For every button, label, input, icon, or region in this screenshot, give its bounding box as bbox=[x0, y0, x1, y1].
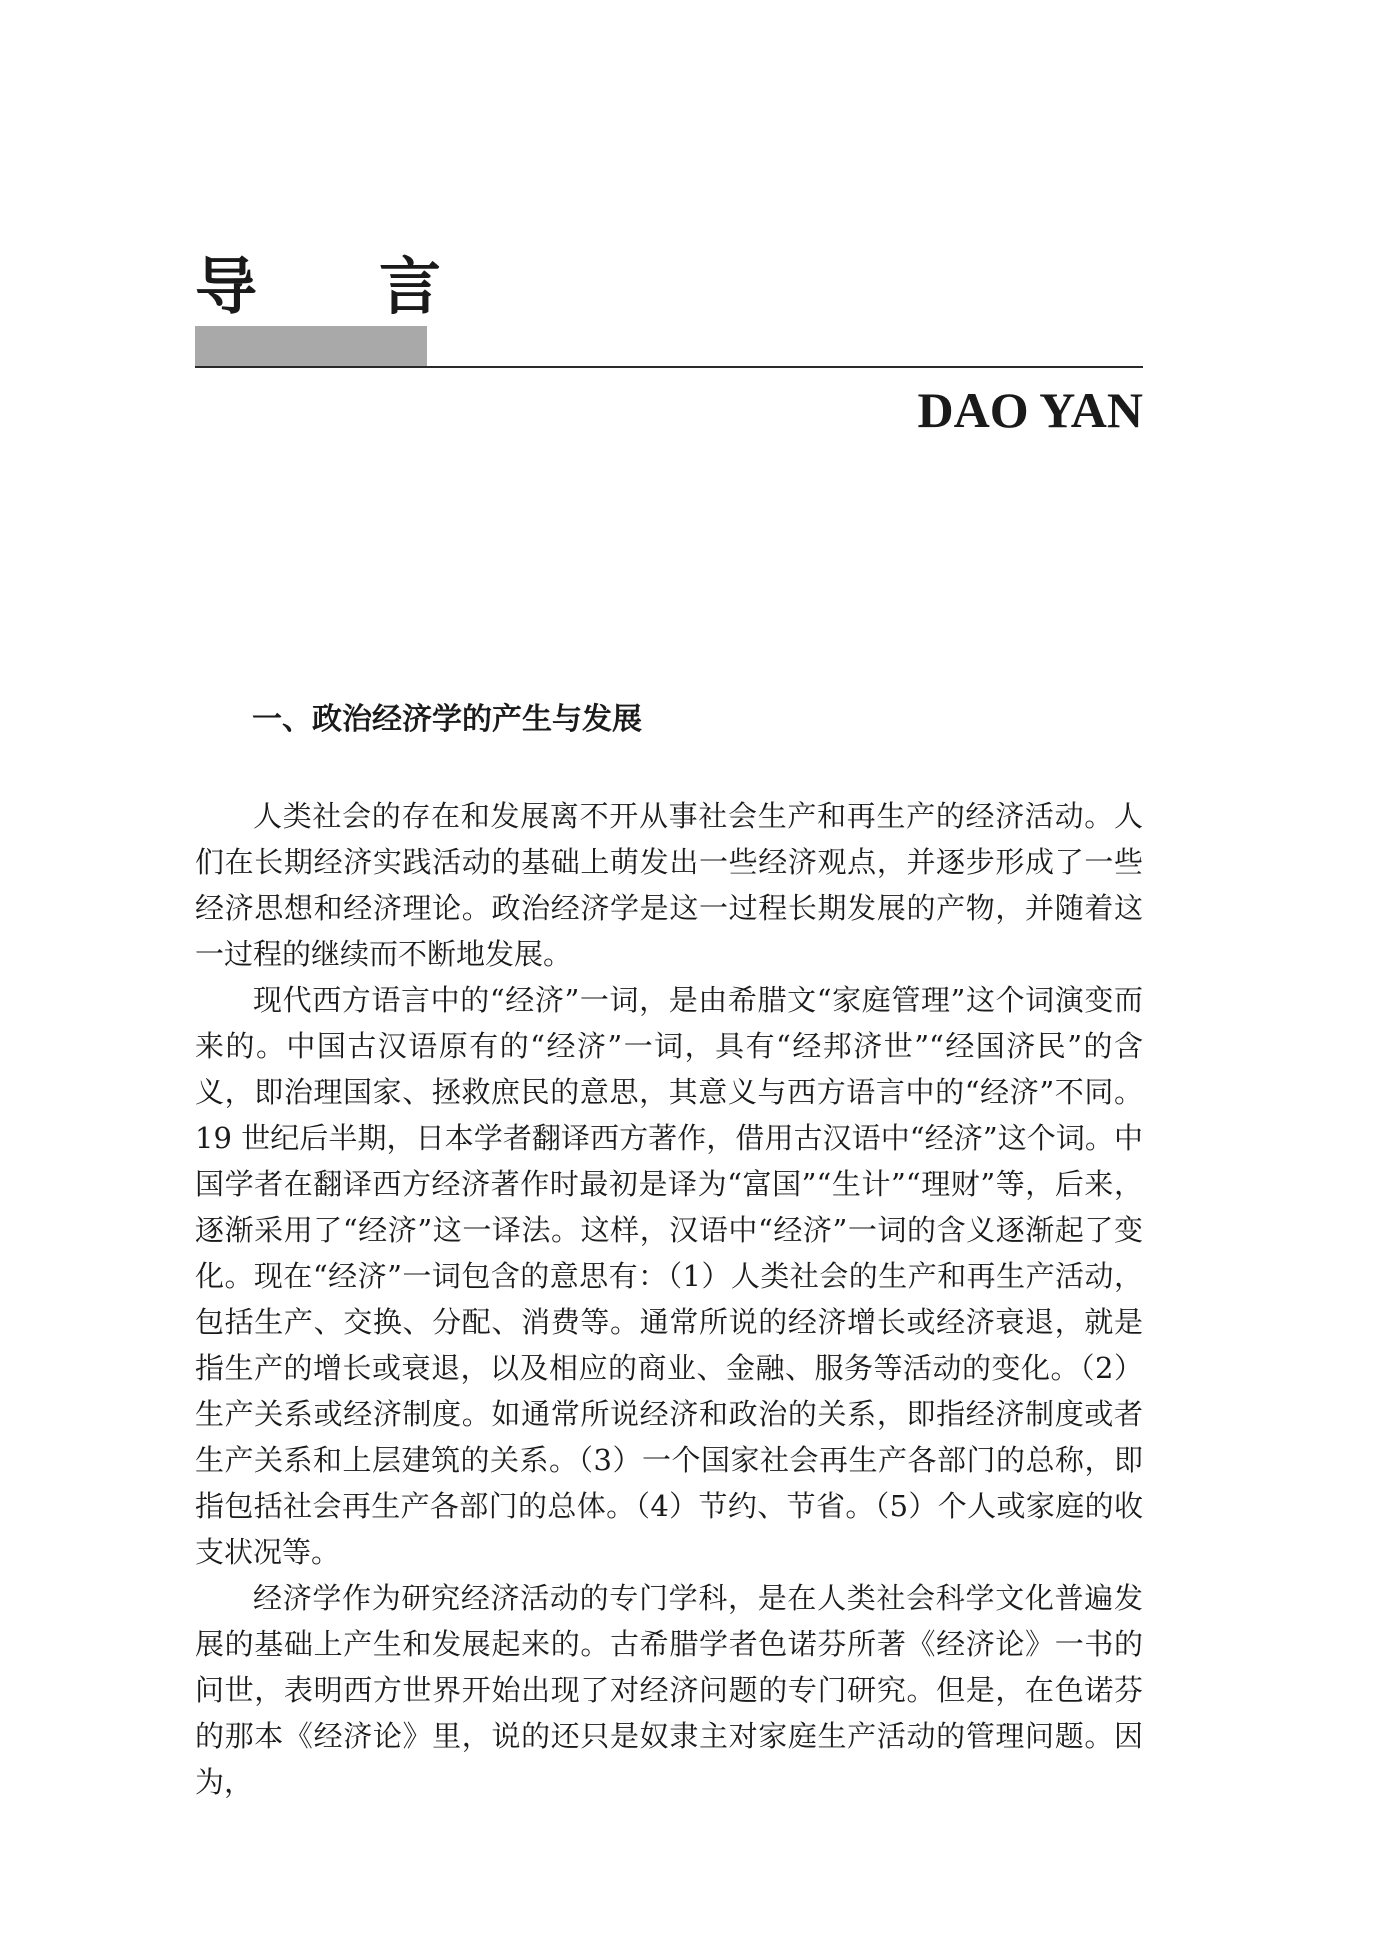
paragraph: 人类社会的存在和发展离不开从事社会生产和再生产的经济活动。人们在长期经济实践活动的基础上萌发出一些经济观点，并逐步形成了一些经济思想和经济理论。政治经济学是这一过程长期发展的产物，并随着这一过程的继续而不断地发展。 bbox=[195, 799, 1143, 971]
chapter-pinyin-title: DAO YAN bbox=[917, 382, 1143, 438]
paragraph: 现代西方语言中的“经济”一词，是由希腊文“家庭管理”这个词演变而来的。中国古汉语原有的“经济”一词，具有“经邦济世”“经国济民”的含义，即治理国家、拯救庶民的意思，其意义与西方语言中的“经济”不同。19 世纪后半期，日本学者翻译西方著作，借用古汉语中“经济”这个词。中国学者在翻译西方经济著作时最初是译为“富国”“生计”“理财”等，后来，逐渐采用了“经济”这一译法。这样，汉语中“经济”一词的含义逐渐起了变化。现在“经济”一词包含的意思有：（1）人类社会的生产和再生产活动，包括生产、交换、分配、消费等。通常所说的经济增长或经济衰退，就是指生产的增长或衰退，以及相应的商业、金融、服务等活动的变化。（2）生产关系或经济制度。如通常所说经济和政治的关系，即指经济制度或者生产关系和上层建筑的关系。（3）一个国家社会再生产各部门的总称，即指包括社会再生产各部门的总体。（4）节约、节省。（5）个人或家庭的收支状况等。 bbox=[195, 983, 1143, 1569]
chapter-title bbox=[195, 252, 441, 322]
chapter-title-char-1: 导 bbox=[195, 250, 258, 323]
title-accent-bar bbox=[195, 326, 427, 366]
section-heading: 一、政治经济学的产生与发展 bbox=[252, 702, 642, 737]
paragraph: 经济学作为研究经济活动的专门学科，是在人类社会科学文化普遍发展的基础上产生和发展起来的。古希腊学者色诺芬所著《经济论》一书的问世，表明西方世界开始出现了对经济问题的专门研究。但是，在色诺芬的那本《经济论》里，说的还只是奴隶主对家庭生产活动的管理问题。因为， bbox=[195, 1581, 1143, 1799]
body-text bbox=[195, 793, 1143, 1805]
chapter-title-char-2: 言 bbox=[379, 250, 442, 323]
title-divider-line bbox=[195, 366, 1143, 368]
